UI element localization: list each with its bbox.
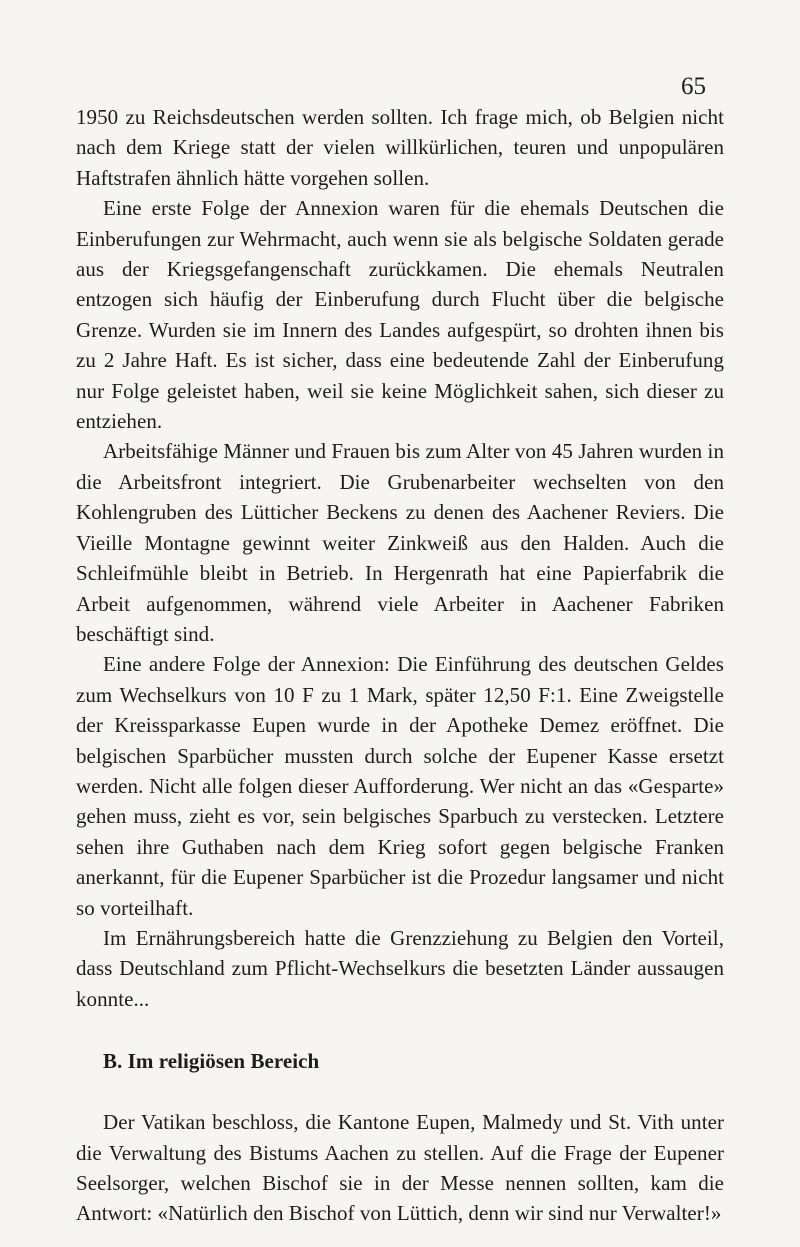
- body-text: [76, 102, 724, 1229]
- paragraph-conscription: Eine erste Folge der Annexion waren für die ehemals Deutschen die Einberufungen zur Wehrmacht, auch wenn sie als belgische Soldaten gerade aus der Kriegsgefangenschaft zurückkamen. Die ehemals Neutralen entzogen sich häufig der Einberufung durch Flucht über die belgische Grenze. Wurden sie im Innern des Landes aufgespürt, so drohten ihnen bis zu 2 Jahre Haft. Es ist sicher, dass eine bedeutende Zahl der Einberufung nur Folge geleistet haben, weil sie keine Möglichkeit sahen, sich dieser zu entziehen.: [76, 196, 724, 434]
- page-number: 65: [681, 73, 706, 100]
- section-heading: B. Im religiösen Bereich: [103, 1049, 320, 1074]
- paragraph-currency: Eine andere Folge der Annexion: Die Einführung des deutschen Geldes zum Wechselkurs von 10 F zu 1 Mark, später 12,50 F:1. Eine Zweigstelle der Kreissparkasse Eupen wurde in der Apotheke Demez eröffnet. Die belgischen Sparbücher mussten durch solche der Eupener Kasse ersetzt werden. Nicht alle folgen dieser Aufforderung. Wer nicht an das «Gesparte» gehen muss, zieht es vor, sein belgisches Sparbuch zu verstecken. Letztere sehen ihre Guthaben nach dem Krieg sofort gegen belgische Franken anerkannt, für die Eupener Sparbücher ist die Prozedur langsamer und nicht so vorteilhaft.: [76, 652, 724, 920]
- paragraph-vatican: Der Vatikan beschloss, die Kantone Eupen, Malmedy und St. Vith unter die Verwaltung des Bistums Aachen zu stellen. Auf die Frage der Eupener Seelsorger, welchen Bischof sie in der Messe nennen sollten, kam die Antwort: «Natürlich den Bischof von Lüttich, denn wir sind nur Verwalter!»: [76, 1110, 724, 1226]
- paragraph-nutrition: Im Ernährungsbereich hatte die Grenzziehung zu Belgien den Vorteil, dass Deutschland zum Pflicht-Wechselkurs die besetzten Länder aussaugen konnte...: [76, 925, 724, 1011]
- paragraph-continuation: 1950 zu Reichsdeutschen werden sollten. Ich frage mich, ob Belgien nicht nach dem Kriege statt der vielen willkürlichen, teuren und unpopulären Haftstrafen ähnlich hätte vorgehen sollen.: [76, 105, 724, 190]
- paragraph-labor: Arbeitsfähige Männer und Frauen bis zum Alter von 45 Jahren wurden in die Arbeitsfront integriert. Die Grubenarbeiter wechselten von den Kohlengruben des Lütticher Beckens zu denen des Aachener Reviers. Die Vieille Montagne gewinnt weiter Zinkweiß aus den Halden. Auch die Schleifmühle bleibt in Betrieb. In Hergenrath hat eine Papierfabrik die Arbeit aufgenommen, während viele Arbeiter in Aachener Fabriken beschäftigt sind.: [76, 439, 724, 646]
